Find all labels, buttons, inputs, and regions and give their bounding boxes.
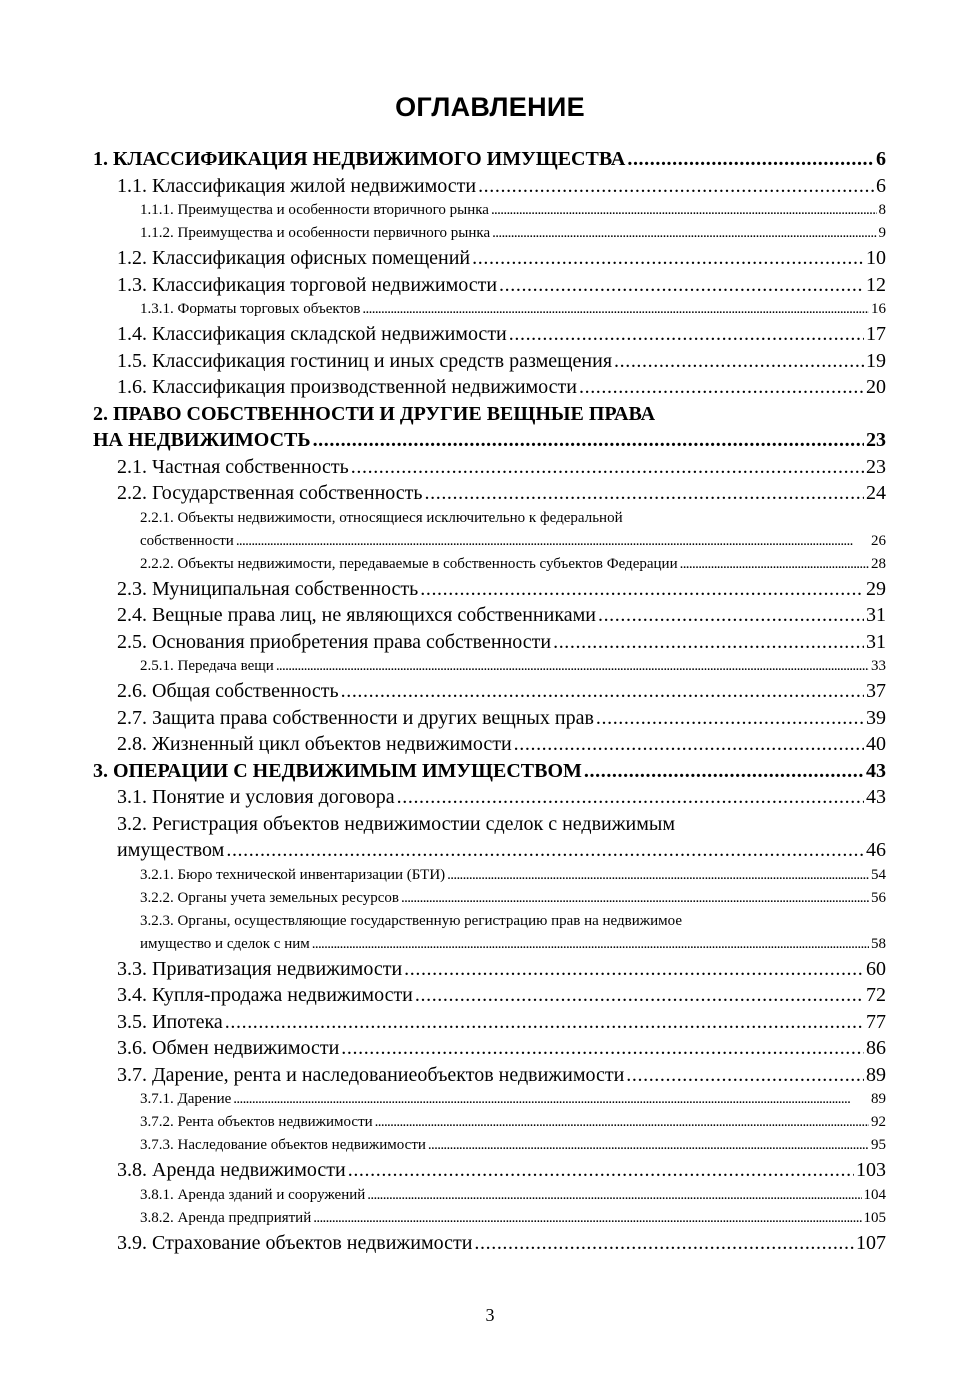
toc-entry-title: 3.3. Приватизация недвижимости [117, 957, 403, 980]
toc-dot-leader [492, 222, 876, 245]
toc-entry-title: 3.7. Дарение, рента и наследованиеобъектов недвижимости [117, 1063, 625, 1086]
toc-entry-title: 1.1.1. Преимущества и особенности вторичного рынка [140, 202, 489, 218]
toc-entry-title: 2.8. Жизненный цикл объектов недвижимости [117, 733, 512, 755]
toc-entry-page: 29 [866, 577, 886, 600]
toc-dot-leader [420, 576, 864, 603]
toc-entry-title: 2.1. Частная собственность [117, 455, 349, 478]
toc-entry-page: 6 [876, 174, 886, 197]
toc-entry-page: 31 [866, 604, 886, 626]
toc-dot-leader [596, 705, 864, 732]
toc-entry-page: 26 [871, 532, 886, 549]
toc-dot-leader [627, 146, 874, 173]
toc-entry-title: 3.7.2. Рента объектов недвижимости [140, 1114, 373, 1130]
toc-entry-page: 86 [866, 1037, 886, 1059]
toc-entry-level-2[interactable] [117, 245, 886, 272]
toc-dot-leader [509, 321, 864, 348]
toc-entry-title: 3.4. Купля-продажа недвижимости [117, 984, 413, 1006]
toc-dot-leader [584, 758, 864, 785]
toc-entry-page: 104 [863, 1186, 886, 1203]
toc-entry-level-3[interactable] [140, 864, 886, 887]
toc-dot-leader [362, 298, 869, 321]
toc-entry-page: 105 [863, 1209, 886, 1226]
toc-entry-level-2[interactable] [117, 348, 886, 375]
toc-dot-leader [341, 1035, 864, 1062]
toc-dot-leader [375, 1111, 869, 1134]
toc-entry-page: 23 [866, 429, 886, 451]
toc-dot-leader [491, 199, 877, 222]
toc-entry-page: 89 [866, 1063, 886, 1086]
toc-entry-page: 54 [871, 866, 886, 883]
toc-entry-level-2[interactable] [117, 1009, 886, 1036]
toc-entry-title: 1.1. Классификация жилой недвижимости [117, 174, 477, 197]
toc-entry-page: 20 [866, 376, 886, 398]
toc-entry-title: 2.7. Защита права собственности и других вещных прав [117, 706, 594, 729]
table-of-contents [0, 146, 980, 1256]
toc-entry-level-1[interactable] [93, 758, 886, 785]
toc-entry-title: НА НЕДВИЖИМОСТЬ [93, 429, 311, 451]
toc-entry-title-line: 2.2.1. Объекты недвижимости, относящиеся исключительно к федеральной [140, 509, 623, 526]
toc-entry-level-2[interactable] [117, 576, 886, 603]
toc-dot-leader [680, 553, 869, 576]
toc-entry-title: собственности [140, 532, 234, 549]
toc-entry-level-1[interactable] [93, 146, 886, 173]
toc-dot-leader [367, 1184, 861, 1207]
toc-entry-level-3[interactable] [140, 1134, 886, 1157]
toc-entry-title: 3.7.1. Дарение [140, 1091, 232, 1107]
toc-dot-leader [348, 1157, 854, 1184]
toc-entry-page: 6 [876, 148, 886, 170]
toc-entry-title: 3.1. Понятие и условия договора [117, 786, 395, 808]
toc-entry-level-3[interactable] [140, 1184, 886, 1207]
toc-entry-level-2[interactable] [117, 956, 886, 983]
toc-entry-title: 2.2. Государственная собственность [117, 482, 423, 504]
toc-dot-leader [553, 629, 864, 656]
toc-entry-title: 1.2. Классификация офисных помещений [117, 247, 471, 269]
toc-entry-page: 17 [866, 323, 886, 345]
toc-entry-level-3[interactable] [140, 222, 886, 245]
toc-entry-page: 9 [878, 225, 886, 241]
toc-dot-leader [401, 887, 869, 910]
toc-dot-leader [514, 731, 864, 758]
toc-entry-title: 3.2.1. Бюро технической инвентаризации (БТИ) [140, 866, 446, 883]
toc-entry-page: 103 [856, 1159, 886, 1181]
toc-entry-level-2[interactable] [117, 374, 886, 401]
toc-entry-title: 3.5. Ипотека [117, 1010, 223, 1033]
toc-entry-level-2[interactable] [117, 480, 886, 507]
toc-entry-title: 3. ОПЕРАЦИИ С НЕДВИЖИМЫМ ИМУЩЕСТВОМ [93, 759, 582, 782]
toc-entry-level-2[interactable] [117, 784, 886, 811]
toc-entry-page: 77 [866, 1010, 886, 1033]
page-number: 3 [485, 1305, 495, 1325]
toc-dot-leader [341, 678, 864, 705]
toc-entry-level-3[interactable] [140, 1111, 886, 1134]
toc-entry-title-line: 2. ПРАВО СОБСТВЕННОСТИ И ДРУГИЕ ВЕЩНЫЕ ПРАВА [93, 402, 656, 425]
toc-entry-level-2[interactable] [117, 705, 886, 732]
toc-entry-page: 92 [871, 1114, 886, 1130]
toc-entry-level-3[interactable] [140, 1088, 886, 1111]
toc-dot-leader [351, 454, 864, 481]
toc-dot-leader [313, 1207, 861, 1230]
toc-entry-page: 40 [866, 733, 886, 755]
toc-entry-level-2[interactable] [117, 1062, 886, 1089]
toc-entry-level-3[interactable] [140, 910, 886, 956]
toc-dot-leader [428, 1134, 869, 1157]
toc-dot-leader [404, 956, 864, 983]
toc-entry-page: 89 [871, 1091, 886, 1107]
toc-entry-level-1[interactable] [93, 401, 886, 454]
toc-entry-title: 3.6. Обмен недвижимости [117, 1037, 340, 1059]
toc-entry-level-2[interactable] [117, 454, 886, 481]
toc-dot-leader [598, 602, 864, 629]
toc-entry-title: 2.5.1. Передача вещи [140, 658, 274, 674]
toc-entry-level-3[interactable] [140, 507, 886, 553]
toc-entry-page: 19 [866, 349, 886, 372]
toc-entry-page: 10 [866, 247, 886, 269]
toc-entry-title: 3.8.2. Аренда предприятий [140, 1209, 312, 1226]
toc-entry-page: 58 [871, 935, 886, 952]
toc-entry-level-3[interactable] [140, 553, 886, 576]
toc-entry-page: 8 [878, 202, 886, 218]
toc-dot-leader [236, 530, 869, 553]
toc-entry-page: 33 [871, 658, 886, 674]
toc-dot-leader [447, 864, 869, 887]
toc-dot-leader [276, 655, 869, 678]
toc-entry-page: 107 [856, 1231, 886, 1254]
toc-entry-level-2[interactable] [117, 982, 886, 1009]
toc-entry-level-2[interactable] [117, 731, 886, 758]
toc-dot-leader [312, 933, 869, 956]
toc-dot-leader [614, 348, 864, 375]
toc-dot-leader [499, 272, 864, 299]
toc-entry-level-2[interactable] [117, 321, 886, 348]
toc-entry-page: 72 [866, 984, 886, 1006]
toc-entry-title: имуществом [117, 839, 225, 861]
toc-entry-title: 1.1.2. Преимущества и особенности первичного рынка [140, 225, 491, 241]
toc-dot-leader [233, 1088, 869, 1111]
toc-entry-page: 31 [866, 630, 886, 653]
toc-entry-level-3[interactable] [140, 887, 886, 910]
toc-entry-title: 2.4. Вещные права лиц, не являющихся собственниками [117, 604, 596, 626]
toc-entry-page: 37 [866, 680, 886, 702]
toc-entry-title: 1.3. Классификация торговой недвижимости [117, 273, 498, 296]
toc-entry-title: 3.8. Аренда недвижимости [117, 1159, 346, 1181]
toc-entry-title-line: 3.2. Регистрация объектов недвижимостии сделок с недвижимым [117, 812, 676, 835]
toc-entry-title: 2.5. Основания приобретения права собственности [117, 630, 552, 653]
toc-entry-level-2[interactable] [117, 811, 886, 864]
toc-dot-leader [425, 480, 864, 507]
toc-entry-level-3[interactable] [140, 1207, 886, 1230]
toc-dot-leader [474, 1230, 854, 1257]
toc-entry-title: 1. КЛАССИФИКАЦИЯ НЕДВИЖИМОГО ИМУЩЕСТВА [93, 148, 626, 170]
toc-entry-level-2[interactable] [117, 629, 886, 656]
toc-entry-title: 1.6. Классификация производственной недвижимости [117, 376, 577, 398]
toc-dot-leader [626, 1062, 864, 1089]
toc-entry-page: 95 [871, 1137, 886, 1153]
toc-entry-page: 46 [866, 839, 886, 861]
toc-dot-leader [397, 784, 864, 811]
toc-dot-leader [225, 1009, 864, 1036]
toc-dot-leader [313, 427, 864, 454]
toc-entry-title: имущество и сделок с ним [140, 935, 310, 952]
toc-entry-page: 28 [871, 555, 886, 572]
toc-entry-title-line: 3.2.3. Органы, осуществляющие государственную регистрацию прав на недвижимое [140, 912, 682, 929]
toc-entry-title: 1.5. Классификация гостиниц и иных средств размещения [117, 349, 613, 372]
toc-entry-level-3[interactable] [140, 298, 886, 321]
toc-entry-level-2[interactable] [117, 173, 886, 200]
toc-entry-title: 2.3. Муниципальная собственность [117, 577, 419, 600]
toc-entry-page: 12 [866, 273, 886, 296]
toc-entry-level-2[interactable] [117, 678, 886, 705]
toc-entry-level-2[interactable] [117, 1157, 886, 1184]
toc-dot-leader [579, 374, 864, 401]
toc-entry-page: 60 [866, 957, 886, 980]
toc-dot-leader [472, 245, 864, 272]
toc-entry-title: 3.9. Страхование объектов недвижимости [117, 1231, 473, 1254]
toc-entry-page: 56 [871, 889, 886, 906]
toc-entry-title: 3.7.3. Наследование объектов недвижимости [140, 1137, 426, 1153]
toc-entry-title: 1.4. Классификация складской недвижимости [117, 323, 507, 345]
toc-entry-page: 16 [871, 301, 886, 317]
toc-entry-level-2[interactable] [117, 272, 886, 299]
toc-entry-level-3[interactable] [140, 655, 886, 678]
toc-entry-page: 23 [866, 455, 886, 478]
toc-entry-title: 2.6. Общая собственность [117, 680, 339, 702]
page-title: ОГЛАВЛЕНИЕ [395, 92, 585, 122]
toc-entry-title: 1.3.1. Форматы торговых объектов [140, 301, 361, 317]
toc-entry-title: 3.2.2. Органы учета земельных ресурсов [140, 889, 399, 906]
toc-entry-level-3[interactable] [140, 199, 886, 222]
toc-entry-page: 39 [866, 706, 886, 729]
toc-entry-page: 43 [866, 786, 886, 808]
toc-entry-page: 43 [866, 759, 886, 782]
toc-entry-title: 2.2.2. Объекты недвижимости, передаваемые в собственность субъектов Федерации [140, 555, 678, 572]
toc-dot-leader [415, 982, 864, 1009]
toc-entry-page: 24 [866, 482, 886, 504]
toc-dot-leader [478, 173, 874, 200]
toc-entry-level-2[interactable] [117, 1230, 886, 1257]
toc-dot-leader [226, 837, 864, 864]
toc-entry-level-2[interactable] [117, 602, 886, 629]
toc-entry-level-2[interactable] [117, 1035, 886, 1062]
toc-entry-title: 3.8.1. Аренда зданий и сооружений [140, 1186, 366, 1203]
